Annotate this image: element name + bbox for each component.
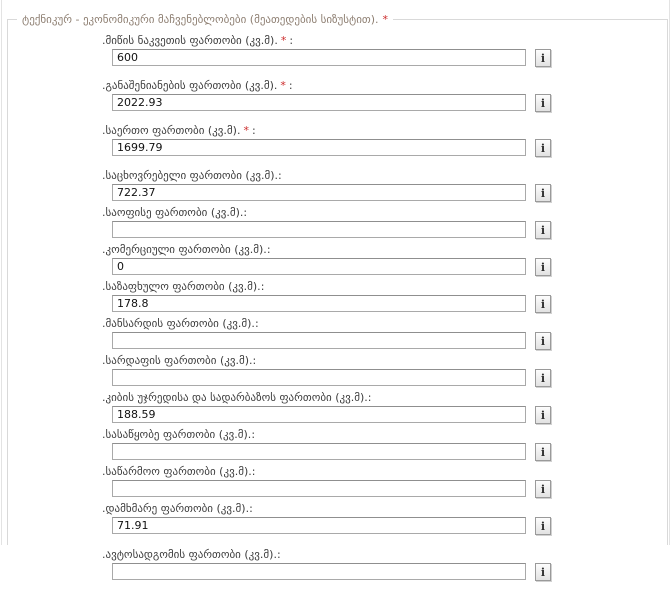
- required-asterisk: *: [280, 79, 286, 92]
- info-icon: i: [540, 408, 546, 422]
- info-icon: i: [540, 334, 546, 348]
- info-icon: i: [540, 260, 546, 274]
- info-icon: i: [540, 482, 546, 496]
- auxiliary-area-input[interactable]: [112, 517, 526, 534]
- info-icon: i: [540, 223, 546, 237]
- field-label: .მიწის ნაკვეთის ფართობი (კვ.მ).: [102, 34, 278, 47]
- legend-required-asterisk: *: [382, 13, 389, 26]
- info-icon: i: [540, 565, 546, 579]
- form-row-stairwell-entrance-area: [102, 391, 667, 424]
- label-colon: :: [266, 243, 271, 256]
- label-colon: :: [278, 169, 282, 182]
- field-label: .სასაწყობე ფართობი (კვ.მ).: [102, 428, 252, 441]
- info-button[interactable]: [535, 295, 551, 313]
- info-icon: i: [540, 141, 546, 155]
- field-label: .კომერციული ფართობი (კვ.მ).: [102, 243, 267, 256]
- label-colon: :: [251, 428, 256, 441]
- info-button[interactable]: [535, 94, 551, 112]
- info-button[interactable]: [535, 369, 551, 387]
- field-label: .საწარმოო ფართობი (კვ.მ).: [102, 465, 252, 478]
- field-label: .საოფისე ფართობი (კვ.მ).: [102, 206, 244, 219]
- commercial-area-input[interactable]: [112, 258, 526, 275]
- info-button[interactable]: [535, 443, 551, 461]
- info-icon: i: [540, 371, 546, 385]
- field-label: .მანსარდის ფართობი (კვ.მ).: [102, 317, 255, 330]
- label-colon: :: [251, 124, 256, 137]
- label-colon: :: [289, 34, 294, 47]
- info-button[interactable]: [535, 480, 551, 498]
- field-label: .საერთო ფართობი (კვ.მ).: [102, 124, 241, 137]
- basement-area-input[interactable]: [112, 369, 526, 386]
- office-area-input[interactable]: [112, 221, 526, 238]
- fieldset-legend: [17, 13, 393, 26]
- fieldset-legend-text: ტექნიკურ - ეკონომიკური მაჩვენებლობები (მეათედების სიზუსტით).: [22, 13, 379, 26]
- info-icon: i: [540, 297, 546, 311]
- info-icon: i: [540, 519, 546, 533]
- industrial-area-input[interactable]: [112, 480, 526, 497]
- attic-area-input[interactable]: [112, 332, 526, 349]
- storage-area-input[interactable]: [112, 443, 526, 460]
- form-row-land-plot-area: [102, 34, 667, 67]
- info-button[interactable]: [535, 221, 551, 239]
- info-button[interactable]: [535, 49, 551, 67]
- label-colon: :: [252, 354, 257, 367]
- stairwell-entrance-area-input[interactable]: [112, 406, 526, 423]
- total-area-input[interactable]: [112, 139, 526, 156]
- page-right-border: [669, 0, 670, 545]
- form-row-parking-area: [102, 548, 667, 581]
- label-colon: :: [243, 206, 248, 219]
- field-label: .კიბის უჯრედისა და სადარბაზოს ფართობი (კვ.მ).: [102, 391, 368, 404]
- info-button[interactable]: [535, 406, 551, 424]
- tech-indicators-fieldset: [7, 13, 668, 579]
- page-left-border: [1, 0, 2, 545]
- form-rows: [102, 34, 667, 581]
- info-button[interactable]: [535, 139, 551, 157]
- form-row-residential-area: [102, 169, 667, 202]
- form-row-commercial-area: [102, 243, 667, 276]
- field-label: .სარდაფის ფართობი (კვ.მ).: [102, 354, 253, 367]
- form-row-total-area: [102, 124, 667, 157]
- required-asterisk: *: [280, 34, 287, 47]
- required-asterisk: *: [243, 124, 249, 137]
- form-row-office-area: [102, 206, 667, 239]
- label-colon: :: [288, 79, 293, 92]
- label-colon: :: [249, 502, 253, 515]
- form-row-summer-area: [102, 280, 667, 313]
- label-colon: :: [260, 280, 265, 293]
- info-icon: i: [540, 445, 546, 459]
- form-row-built-up-area: [102, 79, 667, 112]
- form-row-attic-area: [102, 317, 667, 350]
- info-button[interactable]: [535, 184, 551, 202]
- info-button[interactable]: [535, 332, 551, 350]
- parking-area-input[interactable]: [112, 563, 526, 580]
- form-row-basement-area: [102, 354, 667, 387]
- info-icon: i: [540, 186, 546, 200]
- info-button[interactable]: [535, 517, 551, 535]
- field-label: .ავტოსადგომის ფართობი (კვ.მ).: [102, 548, 277, 561]
- field-label: .განაშენიანების ფართობი (კვ.მ).: [102, 79, 278, 92]
- info-button[interactable]: [535, 563, 551, 581]
- field-label: .დამხმარე ფართობი (კვ.მ).: [102, 502, 250, 515]
- info-icon: i: [540, 96, 546, 110]
- field-label: .საცხოვრებელი ფართობი (კვ.მ).: [102, 169, 278, 182]
- info-icon: i: [540, 51, 546, 65]
- info-button[interactable]: [535, 258, 551, 276]
- built-up-area-input[interactable]: [112, 94, 526, 111]
- land-plot-area-input[interactable]: [112, 49, 526, 66]
- label-colon: :: [367, 391, 372, 404]
- form-row-auxiliary-area: [102, 502, 667, 535]
- label-colon: :: [254, 317, 259, 330]
- label-colon: :: [276, 548, 281, 561]
- field-label: .საზაფხულო ფართობი (კვ.მ).: [102, 280, 261, 293]
- form-row-industrial-area: [102, 465, 667, 498]
- form-row-storage-area: [102, 428, 667, 461]
- summer-area-input[interactable]: [112, 295, 526, 312]
- residential-area-input[interactable]: [112, 184, 526, 201]
- label-colon: :: [251, 465, 256, 478]
